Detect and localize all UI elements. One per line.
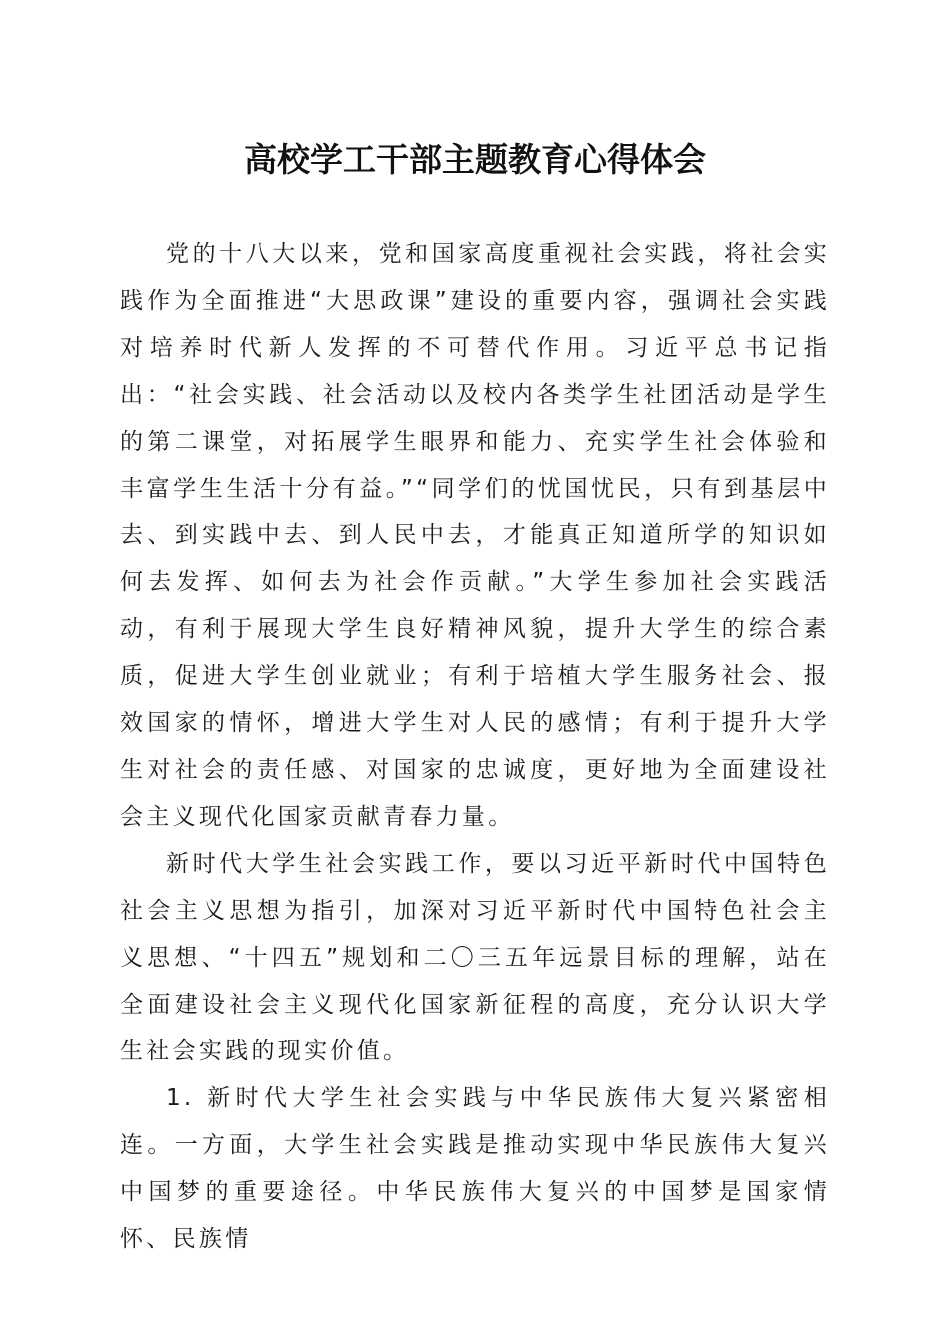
paragraph-1: 党的十八大以来，党和国家高度重视社会实践，将社会实践作为全面推进“大思政课”建设的重要内容，强调社会实践对培养时代新人发挥的不可替代作用。习近平总书记指出：“社会实践、社会活动以及校内各类学生社团活动是学生的第二课堂，对拓展学生眼界和能力、充实学生社会体验和丰富学生生活十分有益。”“同学们的忧国忧民，只有到基层中去、到实践中去、到人民中去，才能真正知道所学的知识如何去发挥、如何去为社会作贡献。”大学生参加社会实践活动，有利于展现大学生良好精神风貌，提升大学生的综合素质，促进大学生创业就业；有利于培植大学生服务社会、报效国家的情怀，增进大学生对人民的感情；有利于提升大学生对社会的责任感、对国家的忠诚度，更好地为全面建设社会主义现代化国家贡献青春力量。 <box>120 241 830 830</box>
document-body <box>120 231 830 1263</box>
paragraph-2: 新时代大学生社会实践工作，要以习近平新时代中国特色社会主义思想为指引，加深对习近平新时代中国特色社会主义思想、“十四五”规划和二〇三五年远景目标的理解，站在全面建设社会主义现代化国家新征程的高度，充分认识大学生社会实践的现实价值。 <box>120 850 830 1065</box>
document-title: 高校学工干部主题教育心得体会 <box>244 140 706 179</box>
paragraph-3: 1. 新时代大学生社会实践与中华民族伟大复兴紧密相连。一方面，大学生社会实践是推动实现中华民族伟大复兴中国梦的重要途径。中华民族伟大复兴的中国梦是国家情怀、民族情 <box>120 1085 830 1253</box>
